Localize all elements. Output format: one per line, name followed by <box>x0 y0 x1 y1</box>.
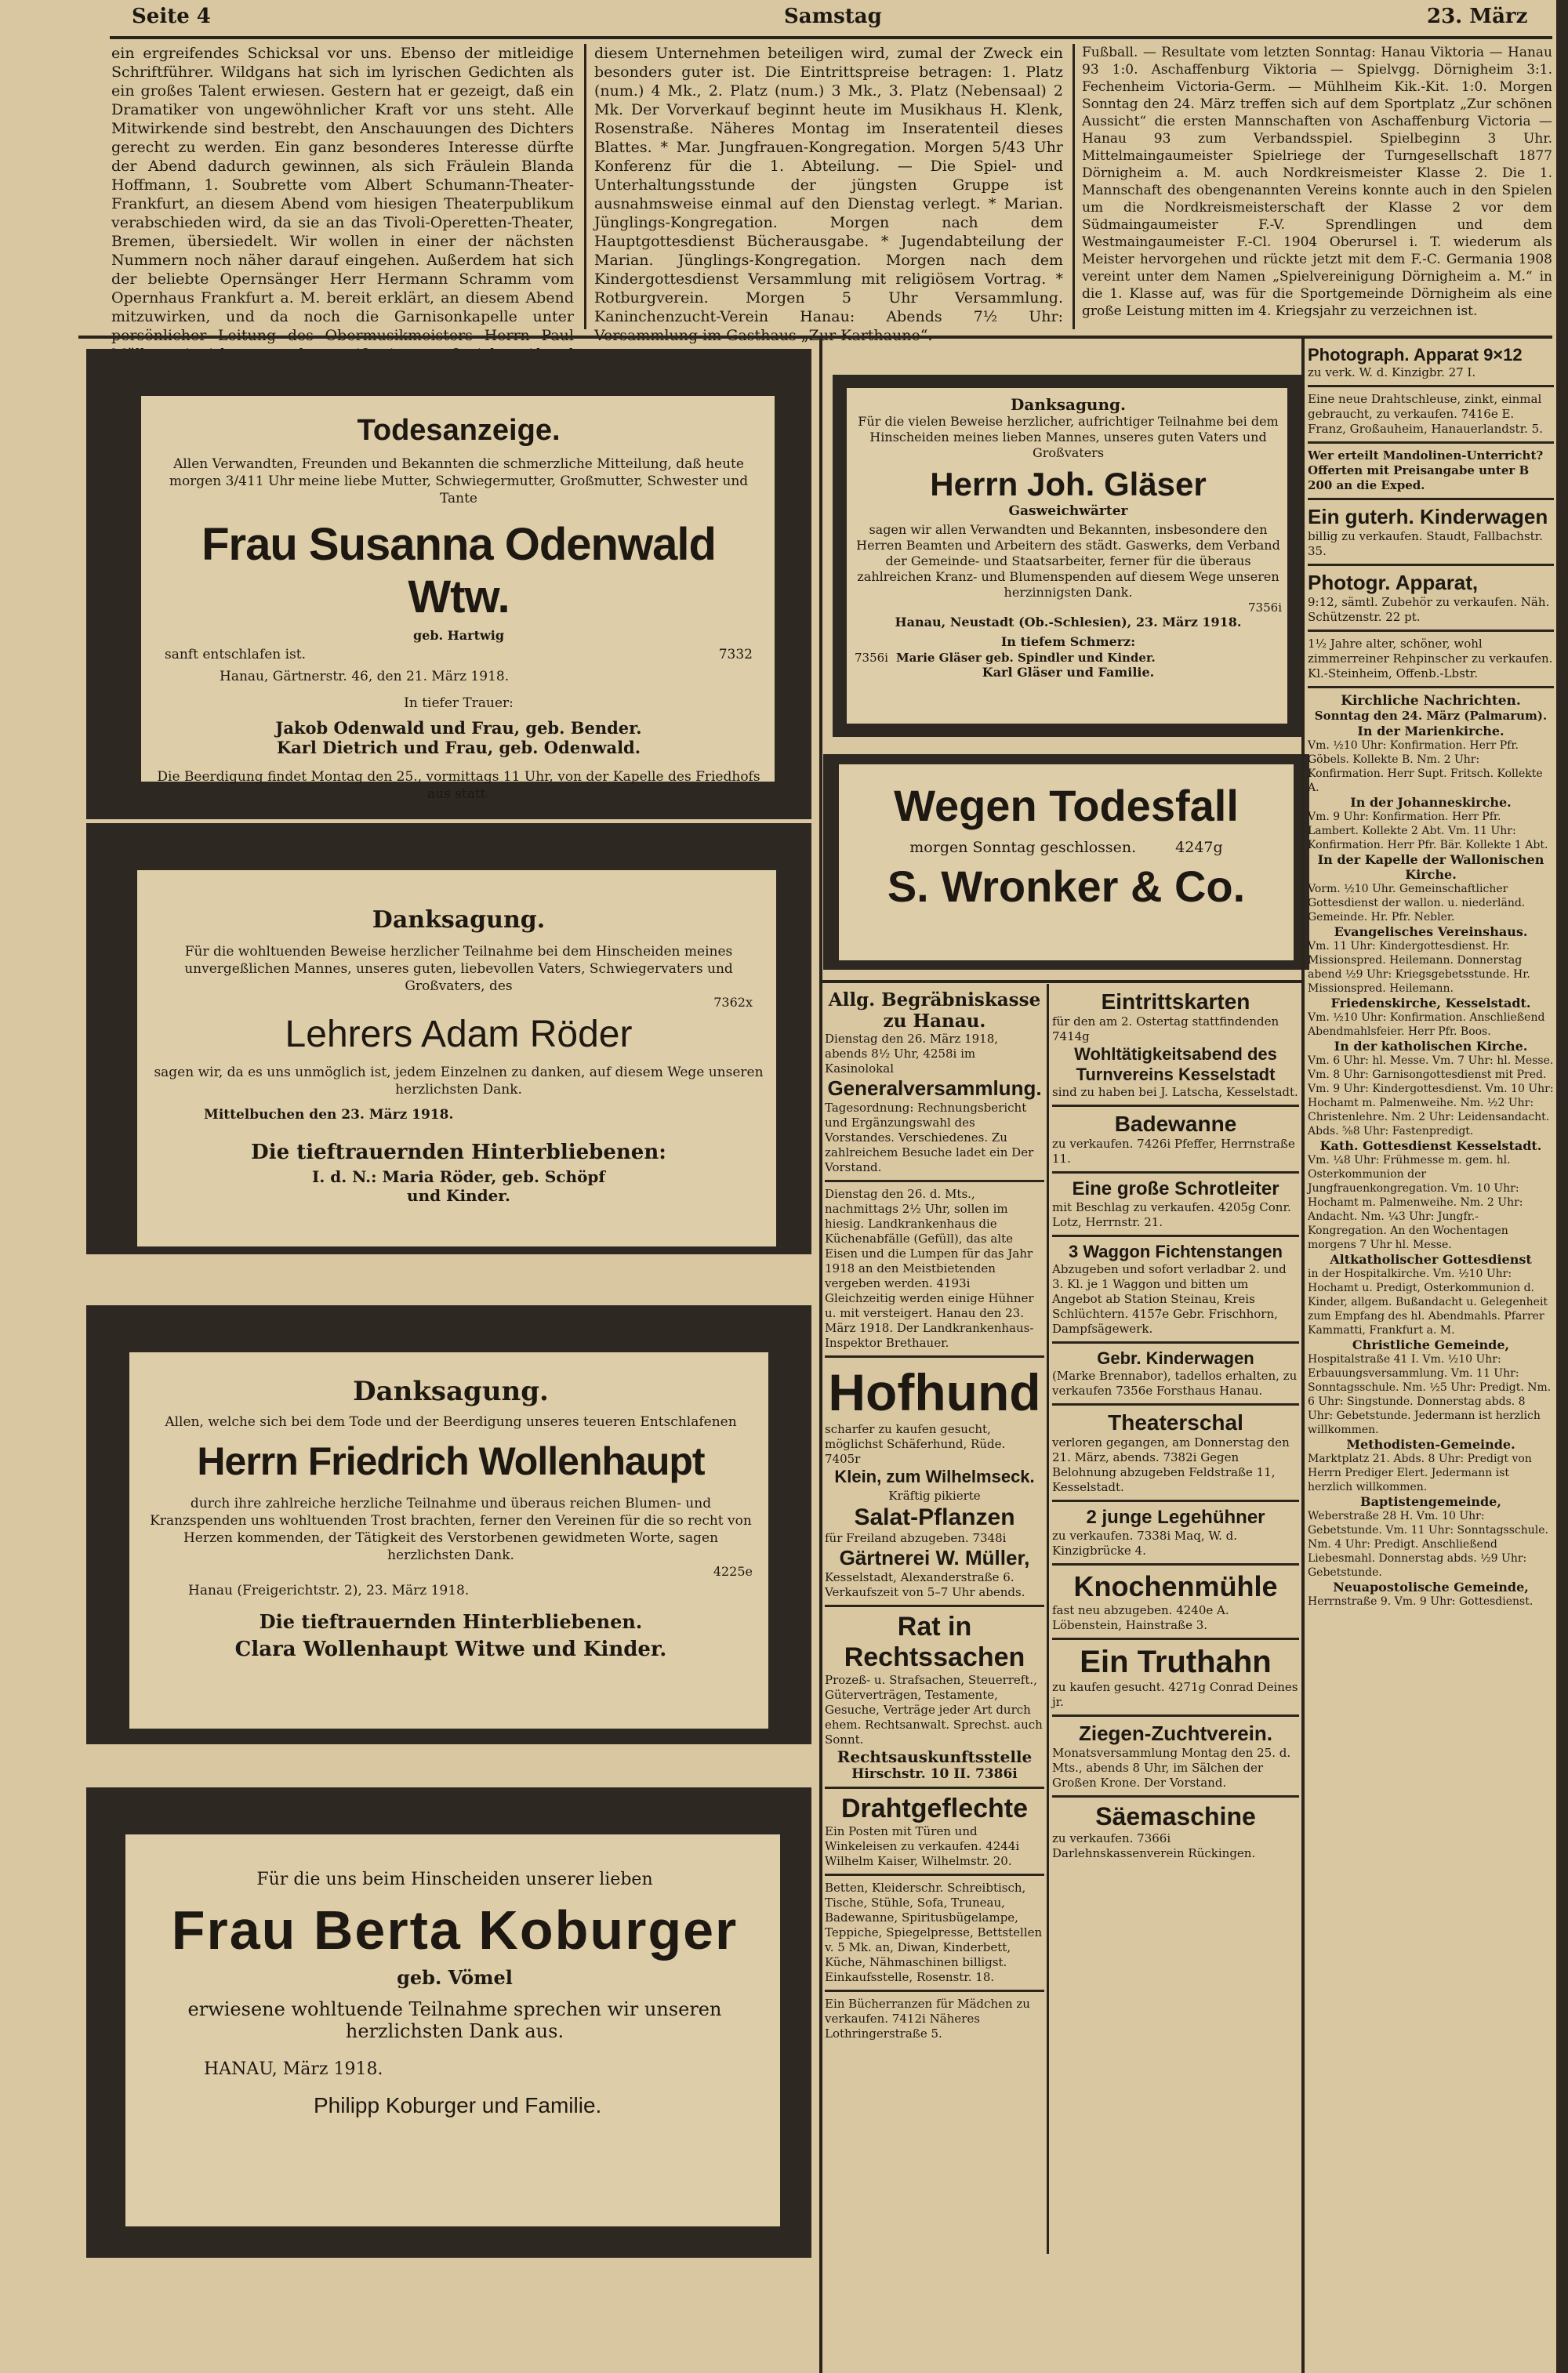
ad-heading: Ziegen-Zuchtverein. <box>1078 1722 1273 1745</box>
deceased-job: Gasweichwärter <box>1008 503 1128 519</box>
mourning-label: In tiefem Schmerz: <box>1000 634 1136 649</box>
ad-text: Dienstag den 26. d. Mts., nachmittags 2½ Uhr, sollen im hiesig. Landkrankenhaus die Küchenabfälle (Gefüll), das alte Eisen und die Lumpen für das Jahr 1918 an den Meistbietenden vergeben werden. 4193i Gleichzeitig werden einige Hühner u. mit versteigert. Hanau den 23. März 1918. Der Landkrankenhaus-Inspektor Brethauer. <box>825 1187 1034 1350</box>
ad-text: Wer erteilt Mandolinen-Unterricht? Offerten mit Preisangabe unter B 200 an die Exped. <box>1308 448 1544 492</box>
mourning-label: In tiefer Trauer: <box>404 695 514 711</box>
ad-heading: Wohltätigkeitsabend des Turnvereins Kesselstadt <box>1074 1044 1277 1084</box>
column-rule <box>584 44 586 329</box>
deceased-name: Frau Berta Koburger <box>171 1899 739 1961</box>
closure-line <box>843 839 1290 856</box>
church-notice <box>1308 795 1554 852</box>
divider <box>1308 564 1554 566</box>
ad-text: Kräftig pikierte <box>888 1489 981 1503</box>
news-column-2: diesem Unternehmen beteiligen wird, zumal der Zweck ein besonders guter ist. Die Eintrittspreise betragen: 1. Platz (num.) 4 Mk., 2. Platz (num.) 3 Mk., 3. Platz (Nebensaal) 2 Mk. Der Vorverkauf beginnt heute im Musikhaus H. Klenk, Rosenstraße. Näheres Montag im Inseratenteil dieses Blattes. * Mar. Jungfrauen-Kongregation. Morgen 5/43 Uhr Konferenz für die 1. Abteilung. — Die Spiel- und Unterhaltungsstunde der jüngsten Gruppe ist ausnahmsweise einmal auf den Dienstag verlegt. * Marian. Jünglings-Kongregation. Morgen nach dem Hauptgottesdienst Bücherausgabe. * Jugendabteilung der Marian. Jünglings-Kongregation. Morgen nach dem Kindergottesdienst Versammlung mit religiösem Vortrag. * Rotburgverein. Morgen 5 Uhr Versammlung. Kaninchenzucht-Verein Hanau: Abends 7½ Uhr: <box>594 45 1063 325</box>
church-notice <box>1308 924 1554 996</box>
ad-text: zu kaufen gesucht. 4271g Conrad Deines jr. <box>1052 1680 1298 1709</box>
column-rule <box>1047 984 1049 2254</box>
notice-intro: Für die uns beim Hinscheiden unserer lieben <box>256 1870 653 1889</box>
ad-heading: Salat-Pflanzen <box>854 1504 1015 1530</box>
divider <box>1308 498 1554 500</box>
church-heading: Christliche Gemeinde, <box>1352 1337 1510 1352</box>
small-ad <box>825 1187 1044 1351</box>
notice-title: Todesanzeige. <box>357 414 561 447</box>
divider <box>825 1990 1044 1992</box>
ad-text: scharfer zu kaufen gesucht, möglichst Schäferhund, Rüde. 7405r <box>825 1422 1006 1466</box>
divider <box>1052 1403 1299 1406</box>
small-ad <box>1052 989 1299 1044</box>
mourning-label: Die tieftrauernden Hinterbliebenen. <box>259 1610 643 1633</box>
notice-text: sagen wir allen Verwandten und Bekannten, insbesondere den Herren Beamten und Arbeitern des städt. Gaswerks, dem Verband der Gemeinde- und Staatsarbeiter, ferner für die überaus zahlreichen Kranz- und Blumenspenden auf diesem Wege unseren herzinnigsten Dank. <box>856 522 1280 600</box>
notice-place: HANAU, März 1918. <box>204 2059 383 2079</box>
small-ad <box>825 1504 1044 1546</box>
ad-text: zu verkaufen. 7426i Pfeffer, Herrnstraße 11. <box>1052 1137 1295 1166</box>
church-heading: Kath. Gottesdienst Kesselstadt. <box>1319 1138 1542 1153</box>
church-notice <box>1308 1580 1554 1609</box>
ad-heading: Ein guterh. Kinderwagen <box>1308 505 1548 528</box>
church-heading: Kirchliche Nachrichten. <box>1341 693 1521 709</box>
church-notice <box>1308 1138 1554 1252</box>
church-notice <box>1308 724 1554 795</box>
small-ad <box>1052 1802 1299 1861</box>
church-text: Vorm. ½10 Uhr. Gemeinschaftlicher Gottesdienst der wallon. u. niederländ. Gemeinde. Hr. Pfr. Nebler. <box>1308 883 1526 923</box>
page-edge <box>1556 0 1568 2373</box>
church-text: Vm. ¼8 Uhr: Frühmesse m. gem. hl. Osterkommunion der Jungfrauenkongregation. Vm. 10 Uhr: Hochamt m. Palmenweihe. Nm. 2 Uhr: Andacht. Nm. ¼3 Uhr: Jungfr.-Kongregation. An den Wochentagen morgens 7 Uhr hl. Messe. <box>1308 1154 1523 1251</box>
ad-text: Prozeß- u. Strafsachen, Steuerreft., Güterverträgen, Testamente, Gesuche, Verträge jeder Art durch ehem. Rechtsanwalt. Sprechst. auch Sonnt. <box>825 1673 1043 1747</box>
ad-text: Hirschstr. 10 II. 7386i <box>851 1766 1018 1782</box>
notice-place: Mittelbuchen den 23. März 1918. <box>204 1107 454 1123</box>
ad-heading: Theaterschal <box>1108 1410 1243 1435</box>
deceased-name: Herrn Joh. Gläser <box>930 466 1207 503</box>
church-notice <box>1308 1437 1554 1494</box>
notice-title: Danksagung. <box>1011 395 1126 414</box>
roeder-text <box>149 878 768 1239</box>
divider <box>1052 1171 1299 1174</box>
ad-text: zu verk. W. d. Kinzigbr. 27 I. <box>1308 365 1476 379</box>
church-text: Vm. ½10 Uhr: Konfirmation. Anschließend Abendmahlsfeier. Herr Pfr. Boos. <box>1308 1011 1545 1038</box>
notice-number: 7356i <box>1248 601 1282 615</box>
ad-heading: 2 junge Legehühner <box>1086 1507 1265 1528</box>
small-ad <box>1052 1570 1299 1633</box>
church-heading: Altkatholischer Gottesdienst <box>1330 1252 1532 1267</box>
small-ad <box>825 1076 1044 1175</box>
maiden-name: geb. Hartwig <box>412 628 505 643</box>
signature-2: Karl Gläser und Familie. <box>982 665 1155 680</box>
church-text: Sonntag den 24. März (Palmarum). <box>1314 709 1548 723</box>
wronker-text <box>843 772 1290 956</box>
ad-heading: Photograph. Apparat 9×12 <box>1308 345 1523 365</box>
notice-number: 7332 <box>718 647 753 662</box>
small-ad <box>1308 448 1554 493</box>
notice-text: sagen wir, da es uns unmöglich ist, jedem Einzelnen zu danken, auf diesem Wege unseren herzlichsten Dank. <box>154 1065 764 1098</box>
ad-text: zu verkaufen. 7366i Darlehnskassenverein Rückingen. <box>1052 1831 1256 1860</box>
ad-text: für den am 2. Ostertag stattfindenden 7414g <box>1052 1014 1279 1043</box>
small-ad <box>1052 1112 1299 1167</box>
ad-text: fast neu abzugeben. 4240e A. Löbenstein, Hainstraße 3. <box>1052 1603 1229 1632</box>
small-ad <box>1308 505 1554 559</box>
church-heading: Baptistengemeinde, <box>1360 1494 1501 1509</box>
divider <box>1052 1795 1299 1798</box>
signature-1: Marie Gläser geb. Spindler und Kinder. <box>895 651 1156 665</box>
ad-heading: Eine große Schrotleiter <box>1072 1178 1279 1199</box>
church-text: Vm. 6 Uhr: hl. Messe. Vm. 7 Uhr: hl. Messe. Vm. 8 Uhr: Garnisongottesdienst mit Pred. Vm. 9 Uhr: Kindergottesdienst. Vm. 10 Uhr: Hochamt m. Palmenweihe. Nm. ½2 Uhr: Christenlehre. Nm. 2 Uhr: Leidensandacht. Abds. ⅝8 Uhr: Fastenpredigt. <box>1308 1054 1554 1138</box>
small-ad <box>1308 571 1554 625</box>
small-ad <box>1308 637 1554 681</box>
church-text: Hospitalstraße 41 I. Vm. ½10 Uhr: Erbauungsversammlung. Vm. 11 Uhr: Sonntagsschule. Nm. ½5 Uhr: Predigt. Nm. 6 Uhr: Singstunde. Donnerstag abds. 8 Uhr: Gebetstunde. Jedermann ist herzlich willkommen. <box>1308 1353 1552 1436</box>
mourning-label: Die tieftrauernden Hinterbliebenen: <box>251 1141 666 1164</box>
small-ad <box>1052 1645 1299 1710</box>
church-text: Herrnstraße 9. Vm. 9 Uhr: Gottesdienst. <box>1308 1595 1534 1608</box>
church-notice <box>1308 693 1554 724</box>
church-notice <box>1308 1252 1554 1337</box>
church-notice <box>1308 1337 1554 1437</box>
ad-text: Tagesordnung: Rechnungsbericht und Ergänzungswahl des Vorstandes. Verschiedenes. Zu zahlreichem Besuche ladet ein Der Vorstand. <box>825 1101 1034 1174</box>
divider <box>825 1355 1044 1358</box>
column-rule <box>1073 44 1075 329</box>
ad-heading: Klein, zum Wilhelmseck. <box>834 1467 1035 1486</box>
ad-text: für Freiland abzugeben. 7348i <box>825 1531 1007 1545</box>
passed-text: sanft entschlafen ist. <box>165 647 307 662</box>
closure-sub: morgen Sonntag geschlossen. <box>909 839 1137 856</box>
small-ad <box>1052 1044 1299 1100</box>
deceased-name: Herrn Friedrich Wollenhaupt <box>197 1439 705 1483</box>
ad-text: mit Beschlag zu verkaufen. 4205g Conr. Lotz, Herrnstr. 21. <box>1052 1200 1291 1229</box>
church-text: in der Hospitalkirche. Vm. ½10 Uhr: Hochamt u. Predigt, Osterkommunion d. Kinder, allgem. Bußandacht u. Gelegenheit zum Empfang des hl. Abendmahls. Pfarrer Kammatti, Frankfurt a. M. <box>1308 1268 1548 1337</box>
notice-number-2: 7356i <box>855 651 888 665</box>
maiden-name: geb. Vömel <box>397 1966 513 1989</box>
date: 23. März <box>1427 5 1528 28</box>
small-ad <box>1052 1242 1299 1337</box>
small-ad <box>825 1997 1044 2041</box>
small-ad <box>825 1362 1044 1467</box>
small-ad <box>825 1546 1044 1600</box>
notice-intro: Für die vielen Beweise herzlicher, aufrichtiger Teilnahme bei dem Hinscheiden meines lieben Mannes, unseres guten Vaters und Großvaters <box>858 414 1279 460</box>
notice-text: erwiesene wohltuende Teilnahme sprechen wir unseren herzlichsten Dank aus. <box>187 1998 722 2042</box>
divider <box>1052 1235 1299 1237</box>
notice-title: Danksagung. <box>372 906 546 934</box>
ad-heading: Rat in Rechtssachen <box>844 1612 1025 1672</box>
divider <box>1308 630 1554 632</box>
small-ad <box>825 1467 1044 1504</box>
ad-heading: Gärtnerei W. Müller, <box>839 1546 1030 1569</box>
divider <box>825 1605 1044 1607</box>
ad-text: 1½ Jahre alter, schöner, wohl zimmerreiner Rehpinscher zu verkaufen. Kl.-Steinheim, Offenb.-Lbstr. <box>1308 637 1553 680</box>
news-column-3: Fußball. — Resultate vom letzten Sonntag: Hanau Viktoria — Hanau 93 1:0. Aschaffenburg Viktoria — Spielvgg. Dörnigheim 3:1. Fechenheim Victoria-Germ. — Mühlheim Kik.-Kit. 1:0. Morgen Sonntag den 24. März treffen sich auf dem Sportplatz „Zur schönen Aussicht“ die ersten Mannschaften von Aschaffenburg Victoria — Hanau 93 zum Verbandsspiel. Spielbeginn 3 Uhr. Mittelmaingaumeister Spielriege der Turngesellschaft 1877 Dörnigheim a. M. auch Nordkreismeister Klasse 2. Die 1. Mannschaft des obengenannten Vereins konnte auch in den Spielen um die Nordkreismeisterschaft der Klasse 2 vor dem Südmaingaumeister F.-V. Sprendlingen und dem Westmaingaumeister F.-Cl. 1904 Oberursel i. T. wiederum als Meister hervorgehen und rückte jetzt mit dem F.-C. Germania 1908 vereint unter dem Namen „Spielvereinigung Dörnigheim a. M.“ in die 1. Klasse auf, was für die Sportgemeinde Dörnigheim als eine große Leistung mitten im 4. Kriegsjahr zu verzeichnen ist. <box>1082 45 1552 319</box>
ad-heading: Knochenmühle <box>1073 1570 1278 1602</box>
notice-text: durch ihre zahlreiche herzliche Teilnahme und überaus reichen Blumen- und Kranzspenden uns wohltuenden Trost brachten, ferner den Vereinen für die so recht von Herzen kommenden, der Tätigkeit des Verstorbenen gewidmeten Worte, sagen herzlichsten Dank. <box>150 1496 752 1563</box>
ad-text: Ein Posten mit Türen und Winkeleisen zu verkaufen. 4244i Wilhelm Kaiser, Wilhelmstr. 20. <box>825 1824 1020 1868</box>
ad-heading: Generalversammlung. <box>827 1076 1042 1100</box>
notice-line <box>165 646 753 663</box>
closure-number: 4247g <box>1175 839 1223 856</box>
church-text: Vm. ½10 Uhr: Konfirmation. Herr Pfr. Göbels. Kollekte B. Nm. 2 Uhr: Konfirmation. Herr Supt. Fritsch. Kollekte A. <box>1308 739 1543 794</box>
page-number: Seite 4 <box>132 5 211 28</box>
church-text: Marktplatz 21. Abds. 8 Uhr: Predigt von Herrn Prediger Elert. Jedermann ist herzlich willkommen. <box>1308 1453 1532 1493</box>
deceased-name: Lehrers Adam Röder <box>285 1014 633 1055</box>
church-heading: Methodisten-Gemeinde. <box>1346 1437 1515 1452</box>
ad-text: 9:12, sämtl. Zubehör zu verkaufen. Näh. Schützenstr. 22 pt. <box>1308 595 1550 624</box>
deceased-name: Frau Susanna Odenwald Wtw. <box>201 519 716 622</box>
divider <box>825 1787 1044 1789</box>
small-ad <box>825 989 1044 1076</box>
divider <box>1052 1341 1299 1344</box>
small-ad <box>1052 1348 1299 1399</box>
signature-row <box>855 651 1282 665</box>
ad-text: Eine neue Drahtschleuse, zinkt, einmal gebraucht, zu verkaufen. 7416e E. Franz, Großauheim, Hanauerlandstr. 5. <box>1308 392 1543 436</box>
notice-number: 7362x <box>713 995 753 1010</box>
signature-2: und Kinder. <box>407 1186 510 1205</box>
section-rule <box>78 336 1552 339</box>
signature: Philipp Koburger und Familie. <box>314 2093 602 2117</box>
small-ad <box>1052 1410 1299 1495</box>
notice-intro: Allen, welche sich bei dem Tode und der Beerdigung unseres teueren Entschlafenen <box>165 1414 737 1430</box>
small-ad <box>825 1747 1044 1782</box>
church-heading: In der katholischen Kirche. <box>1334 1039 1528 1054</box>
signature-1: I. d. N.: Maria Röder, geb. Schöpf <box>311 1167 606 1186</box>
ad-text: sind zu haben bei J. Latscha, Kesselstadt. <box>1052 1085 1298 1099</box>
church-notice <box>1308 852 1554 924</box>
church-notice <box>1308 1039 1554 1138</box>
notice-number: 4225e <box>713 1564 753 1579</box>
burial-info: Die Beerdigung findet Montag den 25., vormittags 11 Uhr, von der Kapelle des Friedhofs aus statt. <box>157 769 760 802</box>
ad-text: Kesselstadt, Alexanderstraße 6. Verkaufszeit von 5–7 Uhr abends. <box>825 1570 1025 1599</box>
ad-heading: Badewanne <box>1114 1112 1237 1136</box>
notice-place: Hanau (Freigerichtstr. 2), 23. März 1918. <box>188 1583 470 1598</box>
notice-intro: Für die wohltuenden Beweise herzlicher Teilnahme bei dem Hinscheiden meines unvergeßlichen Mannes, unseres guten, liebevollen Vaters, Schwiegervaters und Großvaters, des <box>184 944 733 994</box>
ad-heading: Photogr. Apparat, <box>1308 571 1479 594</box>
ad-heading: Ein Truthahn <box>1080 1645 1272 1679</box>
firm-name: S. Wronker & Co. <box>887 862 1246 911</box>
church-text: Vm. 9 Uhr: Konfirmation. Herr Pfr. Lambert. Kollekte 2 Abt. Vm. 11 Uhr: Konfirmation. Herr Pfr. Bär. Kollekte 1 Abt. <box>1308 811 1548 851</box>
ad-heading: Säemaschine <box>1095 1802 1256 1831</box>
small-ad <box>825 1881 1044 1985</box>
ad-heading: Rechtsauskunftsstelle <box>837 1747 1033 1766</box>
church-text: Vm. 11 Uhr: Kindergottesdienst. Hr. Missionspred. Heilemann. Donnerstag abend ½9 Uhr: Kriegsgebetsstunde. Hr. Missionspred. Heilemann. <box>1308 940 1530 995</box>
glaeser-text <box>855 392 1282 721</box>
notice-place: Hanau, Neustadt (Ob.-Schlesien), 23. März 1918. <box>895 615 1242 630</box>
koburger-text <box>141 1846 768 2222</box>
divider <box>1052 1500 1299 1502</box>
wollenhaupt-text <box>141 1360 760 1721</box>
column-rule <box>1301 339 1305 2373</box>
divider <box>825 1180 1044 1182</box>
divider <box>825 1874 1044 1876</box>
divider <box>1052 1563 1299 1566</box>
small-ad <box>1052 1178 1299 1230</box>
small-ad <box>825 1612 1044 1747</box>
small-ad <box>1308 345 1554 380</box>
church-heading: Neuapostolische Gemeinde, <box>1333 1580 1529 1595</box>
church-heading: In der Johanneskirche. <box>1350 795 1512 810</box>
news-column-1: ein ergreifendes Schicksal vor uns. Ebenso der mitleidige Schriftführer. Wildgans hat sich im lyrischen Gedichten als ein großes Talent erwiesen. Gestern hat er gezeigt, daß ein Dramatiker von ungewöhnlicher Kraft vor uns steht. Alle Mitwirkende sind bestrebt, den Anschauungen des Dichters gerecht zu werden. Ein ganz besonderes Interesse dürfte der Abend dadurch gewinnen, als sich Fräulein Blanda Hoffmann, 1. Soubrette vom Albert Schumann-Theater-Frankfurt, an diesem Abend vom hiesigen Theaterpublikum verabschieden wird, da sie an das Tivoli-Operetten-Theater, Bremen, übersiedelt. Wir wollen in einer der nächsten Nummern noch näher darauf eingehen. Außerdem hat sich der beliebte Opernsänger Herr Hermann Schramm vom Opernhaus Frankfurt a. M. bereit erklärt, an diesem Abend mitzuwirken, und da noch die Garnisonkapelle unter <box>111 45 574 325</box>
small-ad <box>1052 1507 1299 1558</box>
ad-text: Monatsversammlung Montag den 25. d. Mts., abends 8 Uhr, im Sälchen der Großen Krone. Der Vorstand. <box>1052 1746 1291 1790</box>
notice-place: Hanau, Gärtnerstr. 46, den 21. März 1918. <box>220 669 510 684</box>
ad-heading: Gebr. Kinderwagen <box>1097 1348 1254 1368</box>
far-right-column <box>1308 345 1554 2368</box>
small-ad <box>1308 392 1554 437</box>
small-ad <box>1052 1722 1299 1791</box>
ad-heading: Eintrittskarten <box>1101 989 1250 1014</box>
ad-text: billig zu verkaufen. Staudt, Fallbachstr. 35. <box>1308 529 1543 558</box>
header-rule <box>110 36 1552 39</box>
small-ad <box>825 1794 1044 1869</box>
divider <box>1308 686 1554 688</box>
church-heading: In der Kapelle der Wallonischen Kirche. <box>1317 852 1544 882</box>
ad-heading: Allg. Begräbniskasse zu Hanau. <box>828 989 1041 1032</box>
church-heading: In der Marienkirche. <box>1357 724 1504 738</box>
divider <box>1308 441 1554 444</box>
ad-heading: Hofhund <box>828 1363 1041 1421</box>
divider <box>1052 1714 1299 1717</box>
family-2: Karl Dietrich und Frau, geb. Odenwald. <box>276 738 641 757</box>
ad-heading: Drahtgeflechte <box>840 1794 1029 1823</box>
notice-title: Danksagung. <box>353 1376 549 1407</box>
notice-intro: Allen Verwandten, Freunden und Bekannten die schmerzliche Mitteilung, daß heute morgen 3/411 Uhr meine liebe Mutter, Schwiegermutter, Großmutter, Schwester und Tante <box>169 456 749 506</box>
ad-text: verloren gegangen, am Donnerstag den 21. März, abends. 7382i Gegen Belohnung abzugeben Feldstraße 11, Kesselstadt. <box>1052 1435 1290 1494</box>
ad-text: Dienstag den 26. März 1918, abends 8½ Uhr, 4258i im Kasinolokal <box>825 1032 999 1076</box>
odenwald-text <box>149 401 768 802</box>
divider <box>1052 1105 1299 1107</box>
church-heading: Friedenskirche, Kesselstadt. <box>1330 996 1531 1011</box>
signature: Clara Wollenhaupt Witwe und Kinder. <box>234 1638 667 1661</box>
column-rule <box>819 339 822 2373</box>
ad-text: zu verkaufen. 7338i Maq, W. d. Kinzigbrücke 4. <box>1052 1529 1238 1558</box>
divider <box>1052 1638 1299 1640</box>
ad-text: Ein Bücherranzen für Mädchen zu verkaufen. 7412i Näheres Lothringerstraße 5. <box>825 1997 1030 2041</box>
section-rule <box>819 980 1301 983</box>
divider <box>1308 385 1554 387</box>
ad-text: (Marke Brennabor), tadellos erhalten, zu verkaufen 7356e Forsthaus Hanau. <box>1052 1369 1298 1398</box>
church-notice <box>1308 996 1554 1039</box>
closure-title: Wegen Todesfall <box>894 781 1239 830</box>
ad-text: Abzugeben und sofort verladbar 2. und 3. Kl. je 1 Waggon und bitten um Angebot ab Station Steinau, Kreis Schlüchtern. 4157e Gebr. Frischhorn, Dampfsägewerk. <box>1052 1262 1287 1336</box>
small-ads-column-2 <box>1052 989 1299 2251</box>
ad-text: Betten, Kleiderschr. Schreibtisch, Tische, Stühle, Sofa, Truneau, Badewanne, Spiritusbügelampe, Teppiche, Spiegelpresse, Bettstellen v. 5 Mk. an, Diwan, Kinderbett, Küche, Nähmaschinen billigst. Einkaufsstelle, Rosenstr. 18. <box>825 1881 1043 1984</box>
weekday: Samstag <box>784 5 882 28</box>
church-notice <box>1308 1494 1554 1580</box>
church-text: Weberstraße 28 H. Vm. 10 Uhr: Gebetstunde. Vm. 11 Uhr: Sonntagsschule. Nm. 4 Uhr: Predigt. Anschließend Liebesmahl. Donnerstag abds. ½9 Uhr: Gebetstunde. <box>1308 1510 1549 1579</box>
church-heading: Evangelisches Vereinshaus. <box>1334 924 1528 939</box>
small-ads-column-1 <box>825 989 1044 2251</box>
ad-heading: 3 Waggon Fichtenstangen <box>1069 1242 1283 1261</box>
family-1: Jakob Odenwald und Frau, geb. Bender. <box>275 718 642 738</box>
